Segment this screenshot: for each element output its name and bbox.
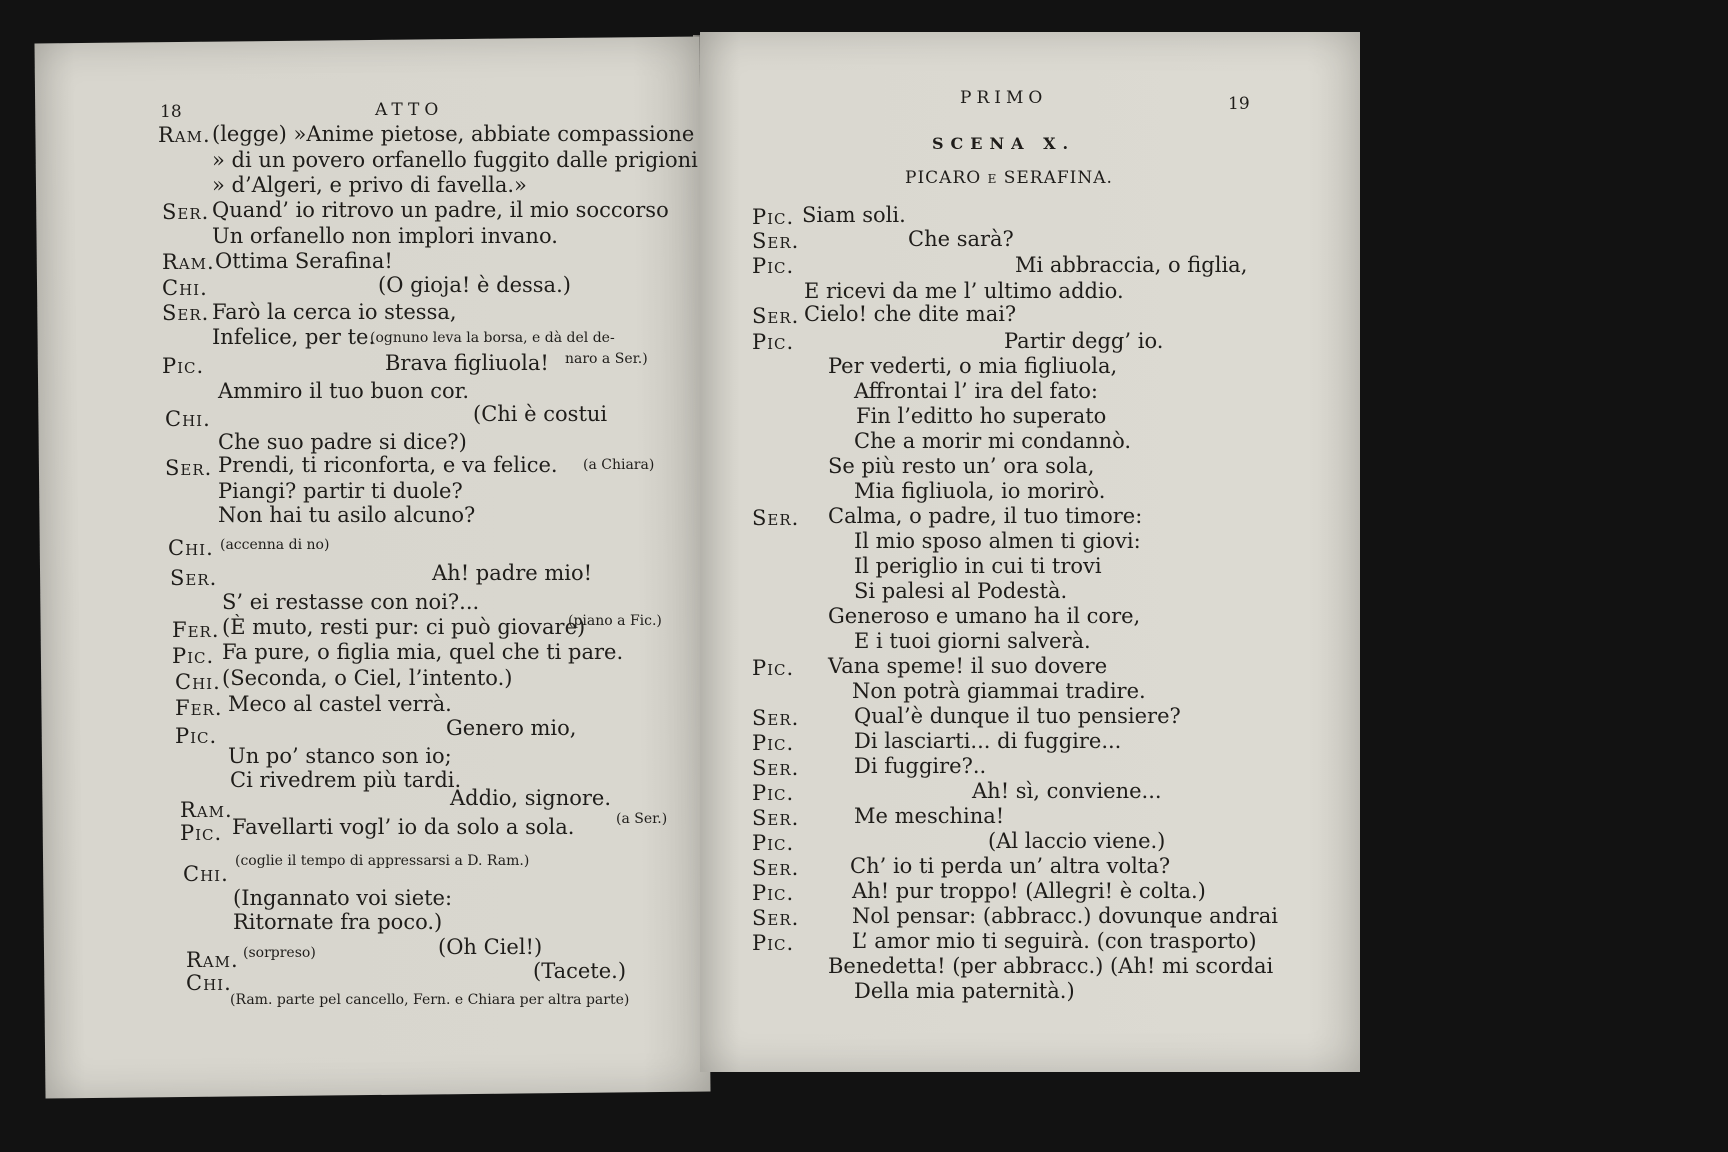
verse-line: Fa pure, o figlia mia, quel che ti pare. — [222, 640, 624, 664]
running-head: ATTO — [375, 100, 444, 120]
verse-line: Il mio sposo almen ti giovi: — [854, 529, 1141, 553]
speaker: Ram. — [162, 250, 215, 274]
verse-line: Non hai tu asilo alcuno? — [218, 503, 476, 527]
verse-line: Cielo! che dite mai? — [804, 302, 1017, 326]
verse-line: Partir degg’ io. — [1004, 329, 1164, 353]
verse-line: Piangi? partir ti duole? — [218, 479, 463, 503]
verse-line: Infelice, per te. — [212, 325, 376, 349]
verse-line: Addio, signore. — [450, 786, 612, 810]
speaker: Chi. — [186, 971, 232, 995]
stage-direction: (ognuno leva la borsa, e dà del de- — [370, 330, 615, 346]
speaker: Pic. — [175, 724, 218, 748]
verse-line: » d’Algeri, e privo di favella.» — [212, 173, 527, 197]
speaker: Pic. — [162, 354, 205, 378]
verse-line: (Chi è costui — [473, 402, 608, 426]
verse-line: Ottima Serafina! — [215, 249, 393, 273]
verse-line: Genero mio, — [446, 716, 577, 740]
speaker: Pic. — [752, 931, 795, 955]
speaker: Ser. — [752, 304, 800, 328]
verse-line: Generoso e umano ha il core, — [828, 604, 1141, 628]
verse-line: Brava figliuola! — [385, 351, 549, 375]
verse-line: Qual’è dunque il tuo pensiere? — [854, 704, 1181, 728]
speaker: Ser. — [752, 856, 800, 880]
verse-line: Che sarà? — [908, 227, 1014, 251]
stage-direction: (a Ser.) — [616, 811, 668, 827]
speaker: Ser. — [170, 566, 218, 590]
verse-line: Se più resto un’ ora sola, — [828, 454, 1095, 478]
verse-line: Ammiro il tuo buon cor. — [218, 379, 470, 403]
page-number: 18 — [160, 102, 182, 122]
verse-line: Quand’ io ritrovo un padre, il mio soccorso — [212, 198, 669, 222]
verse-line: Nol pensar: (abbracc.) dovunque andrai — [852, 904, 1278, 928]
verse-line: Il periglio in cui ti trovi — [854, 554, 1102, 578]
speaker: Chi. — [175, 670, 221, 694]
stage-direction: (a Chiara) — [583, 457, 655, 473]
verse-line: Un po’ stanco son io; — [228, 744, 452, 768]
verse-line: Siam soli. — [802, 203, 906, 227]
verse-line: Di fuggire?.. — [854, 754, 987, 778]
stage-direction: (sorpreso) — [243, 945, 316, 961]
speaker: Fer. — [172, 618, 220, 642]
verse-line: Di lasciarti... di fuggire... — [854, 729, 1122, 753]
verse-line: Ritornate fra poco.) — [233, 910, 443, 934]
speaker: Ser. — [752, 229, 800, 253]
stage-direction: naro a Ser.) — [565, 351, 648, 367]
verse-line: Farò la cerca io stessa, — [212, 300, 457, 324]
speaker: Ser. — [162, 200, 210, 224]
verse-line: (Al laccio viene.) — [988, 829, 1166, 853]
verse-line: (Ingannato voi siete: — [233, 886, 453, 910]
speaker: Chi. — [168, 536, 214, 560]
speaker: Ram. — [158, 123, 211, 147]
verse-line: Me meschina! — [854, 804, 1005, 828]
speaker: Pic. — [752, 781, 795, 805]
verse-line: Vana speme! il suo dovere — [828, 654, 1108, 678]
speaker: Pic. — [752, 731, 795, 755]
verse-line: Meco al castel verrà. — [228, 692, 452, 716]
verse-line: E i tuoi giorni salverà. — [854, 629, 1091, 653]
verse-line: Ah! sì, conviene... — [972, 779, 1162, 803]
speaker: Ser. — [752, 506, 800, 530]
stage-direction: (Ram. parte pel cancello, Fern. e Chiara per altra parte) — [230, 992, 630, 1008]
speaker: Ram. — [180, 798, 233, 822]
verse-line: Ah! pur troppo! (Allegri! è colta.) — [852, 879, 1206, 903]
speaker: Pic. — [180, 821, 223, 845]
speaker: Ser. — [752, 906, 800, 930]
verse-line: (Oh Ciel!) — [438, 935, 543, 959]
verse-line: Che a morir mi condannò. — [854, 429, 1132, 453]
speaker: Chi. — [183, 862, 229, 886]
verse-line: Un orfanello non implori invano. — [212, 224, 558, 248]
verse-line: Prendi, ti riconforta, e va felice. — [218, 453, 558, 477]
verse-line: (legge) »Anime pietose, abbiate compassione — [212, 122, 695, 146]
verse-line: Calma, o padre, il tuo timore: — [828, 504, 1143, 528]
speaker: Pic. — [172, 644, 215, 668]
verse-line: (Tacete.) — [533, 959, 627, 983]
verse-line: Non potrà giammai tradire. — [852, 679, 1146, 703]
verse-line: » di un povero orfanello fuggito dalle prigioni — [212, 148, 698, 172]
speaker: Chi. — [162, 276, 208, 300]
verse-line: (Seconda, o Ciel, l’intento.) — [222, 666, 513, 690]
verse-line: Fin l’editto ho superato — [856, 404, 1107, 428]
stage-direction: (piano a Fic.) — [568, 613, 662, 629]
verse-line: Mia figliuola, io morirò. — [854, 479, 1106, 503]
speaker: Pic. — [752, 831, 795, 855]
verse-line: Favellarti vogl’ io da solo a sola. — [232, 815, 575, 839]
speaker: Pic. — [752, 205, 795, 229]
verse-line: Ah! padre mio! — [432, 561, 593, 585]
verse-line: Benedetta! (per abbracc.) (Ah! mi scordai — [828, 954, 1274, 978]
verse-line: Affrontai l’ ira del fato: — [854, 379, 1099, 403]
verse-line: Per vederti, o mia figliuola, — [828, 354, 1118, 378]
speaker: Pic. — [752, 881, 795, 905]
running-head: PRIMO — [960, 88, 1048, 108]
characters-line: PICARO e SERAFINA. — [905, 168, 1113, 188]
verse-line: Che suo padre si dice?) — [218, 430, 467, 454]
speaker: Pic. — [752, 656, 795, 680]
scene-title: SCENA X. — [932, 134, 1076, 153]
speaker: Ser. — [165, 456, 213, 480]
verse-line: Ch’ io ti perda un’ altra volta? — [850, 854, 1171, 878]
verse-line: L’ amor mio ti seguirà. (con trasporto) — [852, 929, 1257, 953]
verse-line: (O gioja! è dessa.) — [378, 273, 571, 297]
stage-direction: (accenna di no) — [220, 537, 330, 553]
speaker: Ram. — [186, 948, 239, 972]
verse-line: Della mia paternità.) — [854, 979, 1075, 1003]
speaker: Ser. — [752, 806, 800, 830]
verse-line: Ci rivedrem più tardi. — [230, 768, 462, 792]
verse-line: Si palesi al Podestà. — [854, 579, 1068, 603]
page-number: 19 — [1228, 94, 1250, 114]
speaker: Ser. — [752, 706, 800, 730]
speaker: Fer. — [175, 696, 223, 720]
stage-direction: (coglie il tempo di appressarsi a D. Ram.) — [235, 853, 530, 869]
speaker: Ser. — [162, 301, 210, 325]
verse-line: Mi abbraccia, o figlia, — [1015, 253, 1248, 277]
speaker: Chi. — [165, 407, 211, 431]
speaker: Pic. — [752, 330, 795, 354]
verse-line: (È muto, resti pur: ci può giovare) — [222, 615, 586, 639]
speaker: Ser. — [752, 756, 800, 780]
verse-line: S’ ei restasse con noi?... — [222, 590, 480, 614]
verse-line: E ricevi da me l’ ultimo addio. — [804, 279, 1124, 303]
speaker: Pic. — [752, 254, 795, 278]
